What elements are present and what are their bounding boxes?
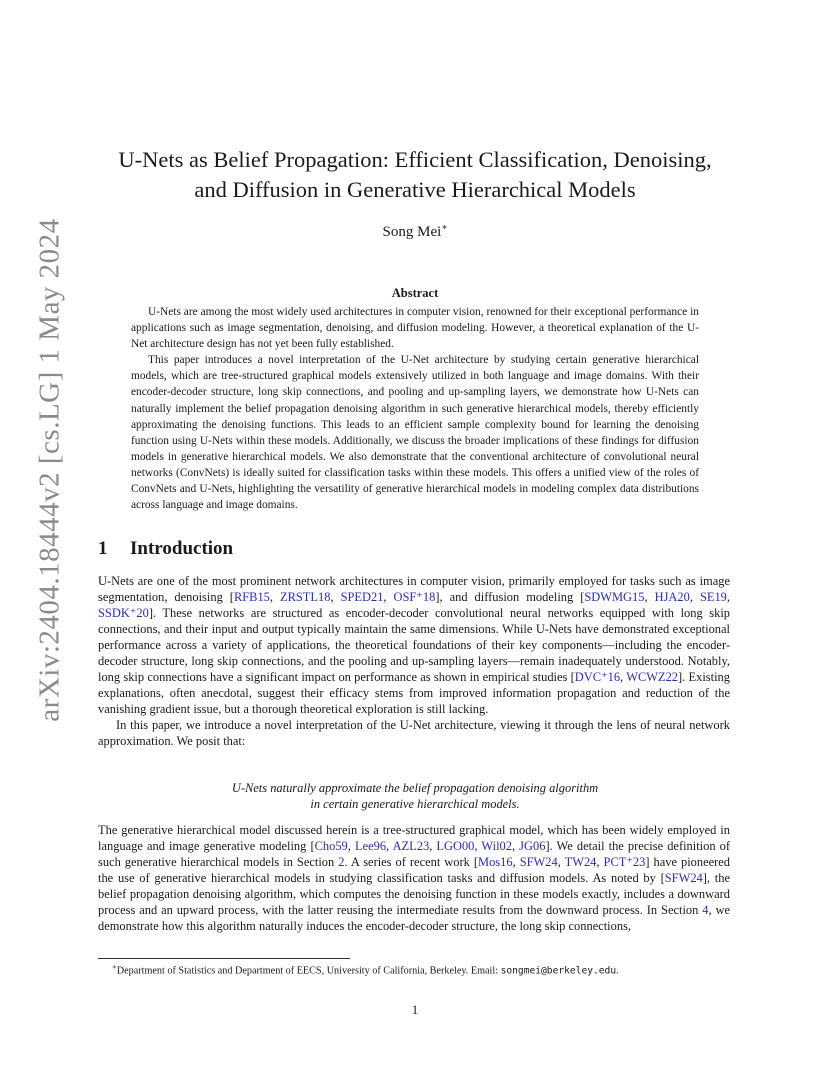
citation-link[interactable]: SSDK⁺20 [98, 606, 149, 621]
citation-link[interactable]: PCT⁺23 [603, 855, 646, 870]
citation-link[interactable]: ZRSTL18 [280, 590, 331, 605]
section-ref-link[interactable]: 4 [702, 903, 709, 918]
footnote-mark: ∗ [112, 963, 117, 971]
title-line-2: and Diffusion in Generative Hierarchical Models [194, 177, 636, 202]
section-heading [98, 538, 233, 560]
arxiv-identifier: arXiv:2404.18444v2 [cs.LG] 1 May 2024 [33, 218, 66, 722]
title-line-1: U-Nets as Belief Propagation: Efficient Classification, Denoising, [118, 147, 712, 172]
abstract-paragraph-2: This paper introduces a novel interpretation of the U-Net architecture by studying certain generative hierarchical models, which are tree-structured graphical models extensively utilized in both language and image domains. With their encoder-decoder structure, long skip connections, and pooling and up-sampling layers, we demonstrate how U-Nets can naturally implement the belief propagation denoising algorithm in such generative hierarchical models, thereby efficiently approximating the denoising functions. This leads to an efficient sample complexity bound for learning the denoising function using U-Nets within these models. Additionally, we discuss the broader implications of these findings for diffusion models in generative hierarchical models. We also demonstrate that the conventional architecture of convolutional neural networks (ConvNets) is ideally suited for classification tasks within these models. This offers a unified view of the roles of ConvNets and U-Nets, highlighting the versatility of generative hierarchical models in modeling complex data distributions across language and image domains. [131, 354, 699, 512]
intro-paragraph-1: U-Nets are one of the most prominent network architectures in computer vision, primarily employed for tasks such as image segmentation, denoising [RFB15, ZRSTL18, SPED21, OSF⁺18], and diffusion modeling [SDWMG15, HJA20, SE19, SSDK⁺20]. These networks are structured as encoder-decoder convolutional neural networks equipped with long skip connections, and their input and output typically maintain the same dimensions. While U-Nets have demonstrated exceptional performance across a variety of applications, the theoretical foundations of their key components—including the encoder-decoder structure, long skip connections, and the pooling and up-sampling layers—remain inadequately understood. Notably, long skip connections have a significant impact on performance as shown in empirical studies [DVC⁺16, WCWZ22]. Existing explanations, often anecdotal, suggest their efficacy stems from improved information propagation and reduction of the vanishing gradient issue, but a thorough theoretical exploration is still lacking. [98, 574, 731, 717]
citation-link[interactable]: OSF⁺18 [393, 590, 436, 605]
citation-link[interactable]: Lee96 [354, 839, 387, 854]
citation-link[interactable]: AZL23 [392, 839, 430, 854]
key-claim [100, 780, 730, 812]
citation-link[interactable]: LGO00 [436, 839, 475, 854]
abstract [131, 304, 699, 513]
citation-link[interactable]: Wil02 [481, 839, 512, 854]
footnote-divider [98, 958, 350, 959]
page-number: 1 [411, 1003, 419, 1017]
citation-link[interactable]: SFW24 [664, 871, 703, 886]
citation-link[interactable]: TW24 [564, 855, 597, 870]
footnote: ∗Department of Statistics and Department of EECS, University of California, Berkeley. Email: songmei@berkeley.edu. [112, 963, 619, 977]
intro-paragraph-2: In this paper, we introduce a novel interpretation of the U-Net architecture, viewing it through the lens of neural network approximation. We posit that: [98, 718, 730, 749]
intro-paragraph-3: The generative hierarchical model discussed herein is a tree-structured graphical model, which has been widely employed in language and image generative modeling [Cho59, Lee96, AZL23, LGO00, Wil02, JG06]. We detail the precise definition of such generative hierarchical models in Section 2. A series of recent work [Mos16, SFW24, TW24, PCT⁺23] have pioneered the use of generative hierarchical models in studying classification tasks and diffusion models. As noted by [SFW24], the belief propagation denoising algorithm, which computes the denoising function in these models exactly, includes a downward process and an upward process, with the latter reusing the intermediate results from the downward process. In Section 4, we demonstrate how this algorithm naturally induces the encoder-decoder structure, the long skip connections, [98, 823, 731, 934]
footnote-text: Department of Statistics and Department of EECS, University of California, Berkeley. Email: [116, 965, 501, 977]
footnote-email[interactable]: songmei@berkeley.edu [500, 965, 617, 977]
section-number: 1 [98, 538, 108, 559]
intro-body-2 [98, 822, 730, 934]
paper-title [100, 145, 730, 205]
citation-link[interactable]: RFB15 [233, 590, 270, 605]
citation-link[interactable]: Cho59 [314, 839, 348, 854]
abstract-paragraph-1: U-Nets are among the most widely used architectures in computer vision, renowned for their exceptional performance in applications such as image segmentation, denoising, and diffusion modeling. However, a theoretical explanation of the U-Net architecture design has not yet been fully established. [131, 306, 699, 351]
citation-link[interactable]: DVC⁺16 [574, 670, 621, 685]
citation-link[interactable]: SE19 [699, 590, 727, 605]
citation-link[interactable]: WCWZ22 [626, 670, 679, 685]
claim-line-2: in certain generative hierarchical models. [310, 797, 520, 811]
author [100, 222, 730, 241]
citation-link[interactable]: SFW24 [519, 855, 558, 870]
author-footnote-mark[interactable]: ∗ [441, 222, 448, 232]
citation-link[interactable]: HJA20 [654, 590, 690, 605]
claim-line-1: U-Nets naturally approximate the belief propagation denoising algorithm [231, 781, 599, 795]
abstract-heading: Abstract [391, 286, 439, 300]
section-title: Introduction [130, 538, 234, 559]
section-ref-link[interactable]: 2 [338, 855, 345, 870]
citation-link[interactable]: JG06 [519, 839, 546, 854]
citation-link[interactable]: SDWMG15 [584, 590, 645, 605]
intro-body-1 [98, 573, 730, 750]
author-name: Song Mei [382, 224, 442, 240]
citation-link[interactable]: Mos16 [478, 855, 513, 870]
citation-link[interactable]: SPED21 [340, 590, 384, 605]
